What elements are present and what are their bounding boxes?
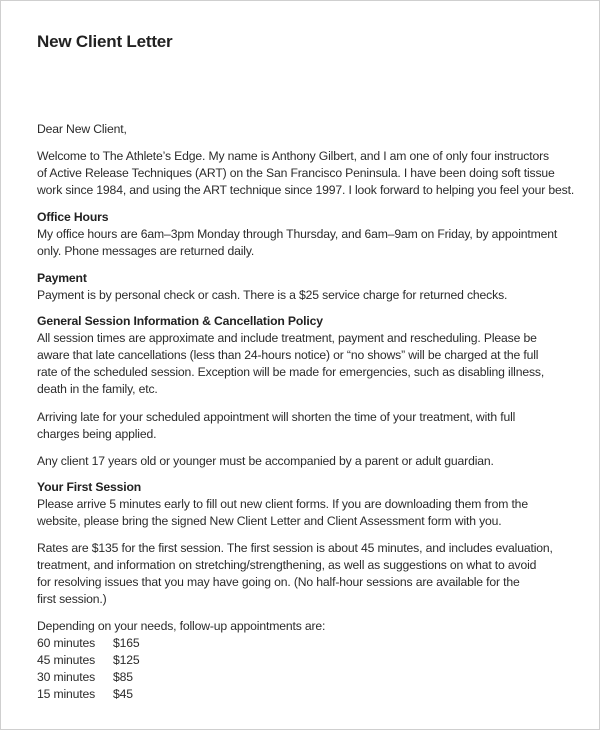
section-line: Please arrive 5 minutes early to fill out new client forms. If you are downloading them from the <box>37 497 528 511</box>
late-arrival-paragraph <box>37 409 515 443</box>
salutation: Dear New Client, <box>37 122 127 136</box>
section-line: Arriving late for your scheduled appointment will shorten the time of your treatment, with full <box>37 410 516 424</box>
section-line: first session.) <box>37 592 107 606</box>
section-heading: Payment <box>37 271 87 285</box>
section-line: My office hours are 6am–3pm Monday through Thursday, and 6am–9am on Friday, by appointment <box>37 227 558 241</box>
intro-line: Welcome to The Athlete’s Edge. My name is Anthony Gilbert, and I am one of only four instructors <box>37 149 549 163</box>
rate-price: $45 <box>113 687 133 701</box>
rate-duration: 45 minutes <box>37 653 96 667</box>
rate-row <box>37 635 325 652</box>
section-policy <box>37 313 544 398</box>
section-line: charges being applied. <box>37 427 157 441</box>
section-line: Payment is by personal check or cash. There is a $25 service charge for returned checks. <box>37 288 508 302</box>
minors-paragraph: Any client 17 years old or younger must be accompanied by a parent or adult guardian. <box>37 454 494 468</box>
rate-price: $165 <box>113 636 140 650</box>
section-office-hours <box>37 209 557 260</box>
section-heading: Your First Session <box>37 480 142 494</box>
section-line: aware that late cancellations (less than 24-hours notice) or “no shows” will be charged at the full <box>37 348 539 362</box>
rate-price: $85 <box>113 670 133 684</box>
rate-duration: 60 minutes <box>37 636 96 650</box>
section-heading: General Session Information & Cancellation Policy <box>37 314 323 328</box>
section-heading: Office Hours <box>37 210 109 224</box>
rates-paragraph <box>37 540 553 608</box>
section-line: treatment, and information on stretching/strengthening, as well as suggestions on what to avoid <box>37 558 537 572</box>
intro-line: work since 1984, and using the ART technique since 1997. I look forward to helping you feel your best. <box>37 183 575 197</box>
rate-row <box>37 669 325 686</box>
section-line: All session times are approximate and include treatment, payment and rescheduling. Please be <box>37 331 537 345</box>
section-payment <box>37 270 507 304</box>
intro-paragraph <box>37 148 574 199</box>
section-line: for resolving issues that you may have going on. (No half-hour sessions are available for the <box>37 575 520 589</box>
section-line: Rates are $135 for the first session. The first session is about 45 minutes, and includes evaluation, <box>37 541 553 555</box>
document-title: New Client Letter <box>37 32 173 51</box>
rate-row <box>37 686 325 703</box>
rate-duration: 30 minutes <box>37 670 96 684</box>
section-line: website, please bring the signed New Client Letter and Client Assessment form with you. <box>37 514 502 528</box>
followup-intro: Depending on your needs, follow-up appointments are: <box>37 619 326 633</box>
rate-row <box>37 652 325 669</box>
section-line: death in the family, etc. <box>37 382 158 396</box>
section-first-session <box>37 479 528 530</box>
section-line: rate of the scheduled session. Exception will be made for emergencies, such as disabling illness, <box>37 365 545 379</box>
rate-duration: 15 minutes <box>37 687 96 701</box>
intro-line: of Active Release Techniques (ART) on the San Francisco Peninsula. I have been doing soft tissue <box>37 166 555 180</box>
rate-price: $125 <box>113 653 140 667</box>
section-line: only. Phone messages are returned daily. <box>37 244 255 258</box>
followup-rates <box>37 618 325 703</box>
